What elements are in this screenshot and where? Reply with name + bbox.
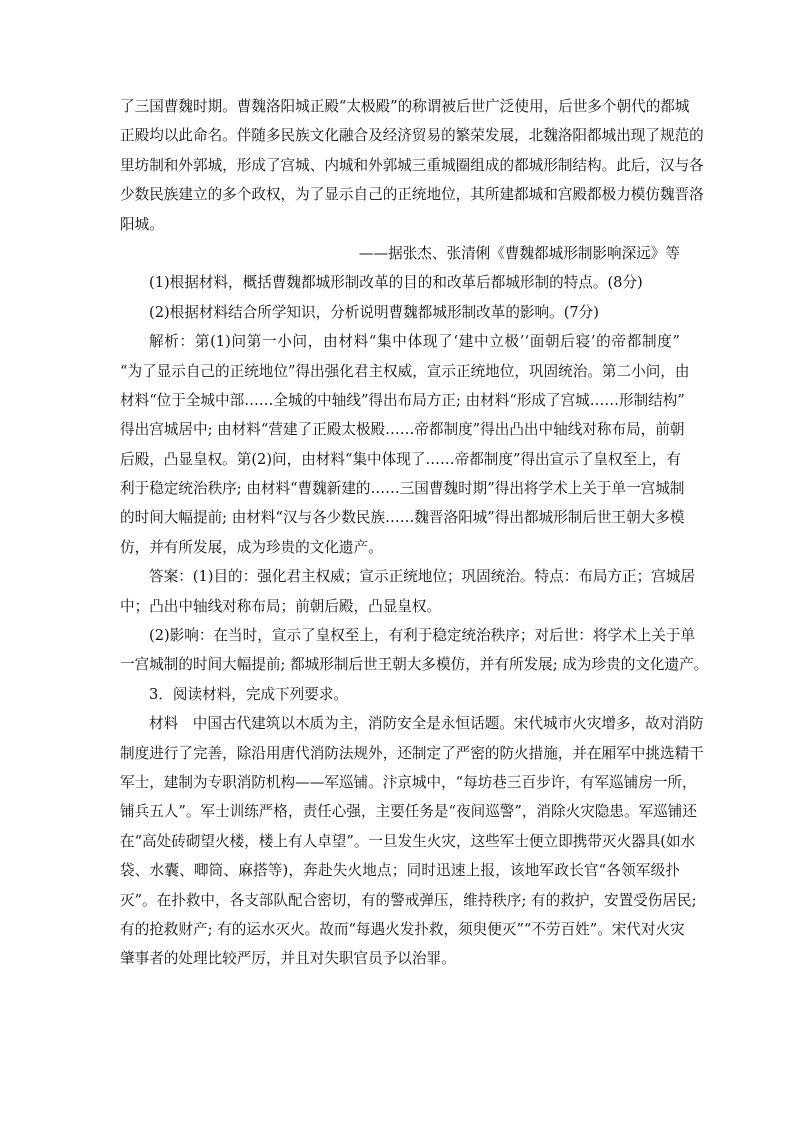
material-line: 袋、水囊、唧筒、麻搭等)，奔赴失火地点；同时迅速上报，该地军政长官“各领军级扑 xyxy=(120,862,680,880)
document-body xyxy=(120,92,709,974)
analysis-line: “为了显示自己的正统地位”得出强化君主权威，宣示正统地位，巩固统治。第二小问，由 xyxy=(120,362,690,380)
material-line: 灭”。在扑救中，各支部队配合密切，有的警戒弹压，维持秩序; 有的救护，安置受伤居民; xyxy=(120,891,697,909)
analysis-line: 的时间大幅提前; 由材料“汉与各少数民族……魏晋洛阳城”得出都城形制后世王朝大多模 xyxy=(120,509,685,527)
material-line: 制度进行了完善，除沿用唐代消防法规外，还制定了严密的防火措施，并在厢军中挑选精干 xyxy=(120,744,704,762)
impact-line: 一宫城制的时间大幅提前; 都城形制后世王朝大多模仿，并有所发展; 成为珍贵的文化遗产。 xyxy=(120,656,709,674)
passage-line: 正殿均以此命名。伴随多民族文化融合及经济贸易的繁荣发展，北魏洛阳都城出现了规范的 xyxy=(120,127,704,145)
analysis-line: 利于稳定统治秩序; 由材料“曹魏新建的……三国曹魏时期”得出将学术上关于单一宫城制 xyxy=(120,480,685,498)
source-citation: ——据张杰、张清俐《曹魏都城形制影响深远》等 xyxy=(358,244,680,262)
answer-line: 中；凸出中轴线对称布局；前朝后殿，凸显皇权。 xyxy=(120,597,442,615)
material-line: 材料 中国古代建筑以木质为主，消防安全是永恒话题。宋代城市火灾增多，故对消防 xyxy=(149,715,704,733)
analysis-line: 材料“位于全城中部……全城的中轴线”得出布局方正; 由材料“形成了宫城……形制结构” xyxy=(120,391,685,409)
impact-line: (2)影响：在当时，宣示了皇权至上，有利于稳定统治秩序；对后世：将学术上关于单 xyxy=(149,627,696,645)
answer-line: 答案：(1)目的：强化君主权威；宣示正统地位；巩固统治。特点：布局方正；宫城居 xyxy=(149,568,696,586)
passage-line: 里坊制和外郭城，形成了宫城、内城和外郭城三重城圈组成的都城形制结构。此后，汉与各 xyxy=(120,156,704,174)
passage-line: 阳城。 xyxy=(120,215,164,233)
material-line: 肇事者的处理比较严厉，并且对失职官员予以治罪。 xyxy=(120,950,456,968)
question-3: 3．阅读材料，完成下列要求。 xyxy=(149,685,349,703)
passage-line: 了三国曹魏时期。曹魏洛阳城正殿“太极殿”的称谓被后世广泛使用，后世多个朝代的都城 xyxy=(120,98,690,115)
material-line: 军士，建制为专职消防机构——军巡铺。汴京城中，“每坊巷三百步许，有军巡铺房一所， xyxy=(120,773,697,791)
material-line: 有的抢救财产; 有的运水灭火。故而“每遇火发扑救，须臾便灭”“不劳百姓”。宋代对火灾 xyxy=(120,920,685,938)
analysis-line: 仿，并有所发展，成为珍贵的文化遗产。 xyxy=(120,538,383,556)
analysis-line: 得出宫城居中; 由材料“营建了正殿太极殿……帝都制度”得出凸出中轴线对称布局，前朝 xyxy=(120,421,685,439)
material-line: 在“高处砖砌望火楼，楼上有人卓望”。一旦发生火灾，这些军士便立即携带灭火器具(如水 xyxy=(120,832,696,850)
material-line: 铺兵五人”。军士训练严格，责任心强，主要任务是“夜间巡警”，消除火灾隐患。军巡铺还 xyxy=(120,803,697,821)
analysis-line: 后殿，凸显皇权。第(2)问，由材料“集中体现了……帝都制度”得出宣示了皇权至上，有 xyxy=(120,450,681,468)
question-1: (1)根据材料，概括曹魏都城形制改革的目的和改革后都城形制的特点。(8分) xyxy=(149,274,643,292)
analysis-line: 解析：第(1)问第一小问，由材料“集中体现了‘建中立极’‘面朝后寝’的帝都制度” xyxy=(149,333,680,351)
passage-line: 少数民族建立的多个政权，为了显示自己的正统地位，其所建都城和宫殿都极力模仿魏晋洛 xyxy=(120,186,704,204)
question-2: (2)根据材料结合所学知识，分析说明曹魏都城形制改革的影响。(7分) xyxy=(149,303,599,321)
